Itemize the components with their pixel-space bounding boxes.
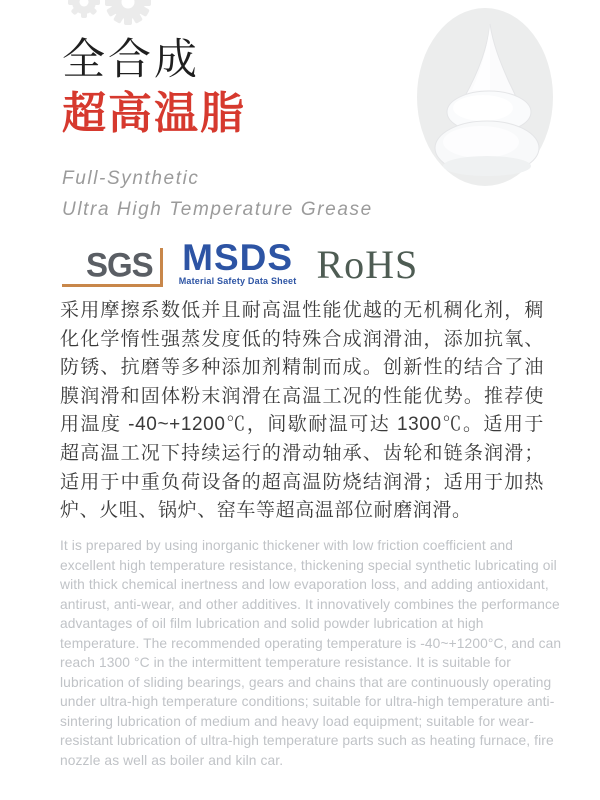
msds-logo-text: MSDS [182,237,294,278]
grease-swirl-illustration [417,8,553,186]
sgs-logo-text: SGS [86,245,153,284]
sgs-logo [62,245,163,287]
product-photo [417,8,553,186]
description-chinese: 采用摩擦系数低并且耐高温性能优越的无机稠化剂，稠化化学惰性强蒸发度低的特殊合成润滑油，添加抗氧、防锈、抗磨等多种添加剂精制而成。创新性的结合了油膜润滑和固体粉末润滑在高温工况的性能优势。推荐使用温度 -40~+1200℃，间歇耐温可达 1300℃。适用于超高温工况下持续运行的滑动轴承、齿轮和链条润滑；适用于中重负荷设备的超高温防烧结润滑；适用于加热炉、火咀、锅炉、窑车等超高温部位耐磨润滑。 [60,300,544,522]
sgs-vertical-rule [160,248,163,287]
sgs-underline-rule [62,284,163,287]
title-cn-red: 超高温脂 [62,89,246,138]
subtitle-line-2: Ultra High Temperature Grease [62,199,373,220]
subtitle-line-1: Full-Synthetic [62,168,200,189]
page-title [62,34,246,142]
gear-icon-small [68,0,100,18]
subtitle-en [62,163,373,225]
rohs-logo-text: RoHS [316,242,419,287]
gear-icon [60,0,170,30]
gear-icon-large [105,0,151,25]
msds-logo [178,237,297,287]
msds-logo-subtext: Material Safety Data Sheet [178,276,297,286]
rohs-logo [316,242,419,287]
certification-row [62,237,419,287]
title-cn-black: 全合成 [62,36,200,84]
description-english: It is prepared by using inorganic thickener with low friction coefficient and excellent high temperature resistance, thickening special synthetic lubricating oil with thick chemical inertness and low evaporation loss, and adding antioxidant, antirust, anti-wear, and other additives. It innovatively combines the performance advantages of oil film lubrication and solid powder lubrication at high temperature. The recommended operating temperature is -40~+1200°C, and can reach 1300 °C in the intermittent temperature resistance. It is suitable for lubrication of sliding bearings, gears and chains that are continuously operating under ultra-high temperature conditions; suitable for ultra-high temperature anti-sintering lubrication of medium and heavy load equipment; suitable for wear-resistant lubrication of ultra-high temperature parts such as heating furnace, fire nozzle as well as boiler and kiln car. [60,538,562,768]
